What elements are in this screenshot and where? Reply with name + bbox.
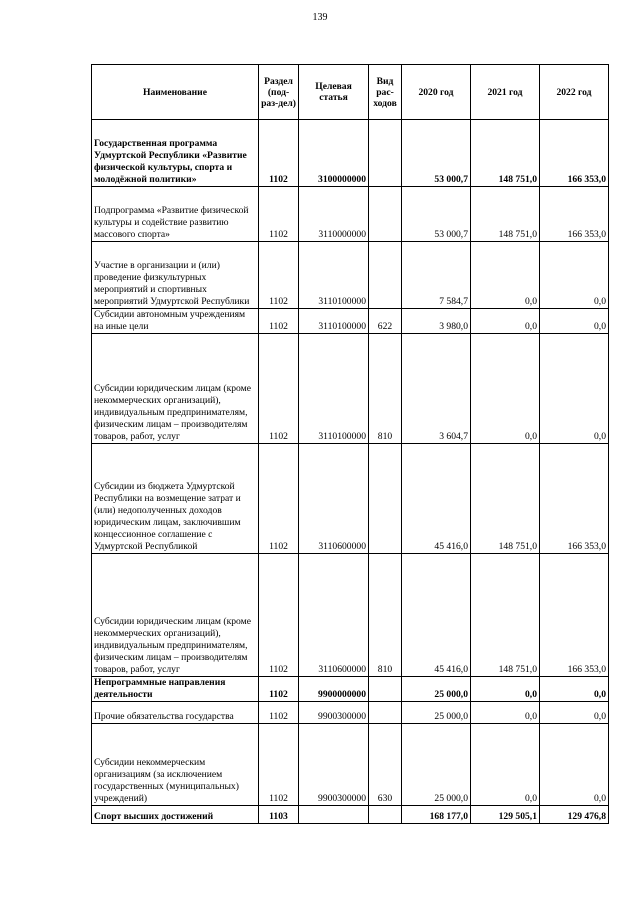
header-name: Наименование xyxy=(92,65,259,120)
cell-section: 1102 xyxy=(259,724,299,806)
cell-name: Субсидии автономным учреждениям на иные цели xyxy=(92,309,259,334)
cell-2022: 166 353,0 xyxy=(540,120,609,187)
cell-type xyxy=(369,120,402,187)
table-row xyxy=(92,187,609,242)
cell-name: Субсидии юридическим лицам (кроме некоммерческих организаций), индивидуальным предпринимателям, физическим лицам – производителям товаров, работ, услуг xyxy=(92,334,259,444)
cell-name: Субсидии некоммерческим организациям (за исключением государственных (муниципальных) учреждений) xyxy=(92,724,259,806)
cell-type: 630 xyxy=(369,724,402,806)
table-row xyxy=(92,120,609,187)
cell-2020: 3 980,0 xyxy=(402,309,471,334)
header-row xyxy=(92,65,609,120)
cell-2022: 0,0 xyxy=(540,702,609,724)
table-row xyxy=(92,724,609,806)
cell-target: 9900000000 xyxy=(299,677,369,702)
cell-section: 1103 xyxy=(259,806,299,824)
cell-2020: 168 177,0 xyxy=(402,806,471,824)
cell-target: 3110000000 xyxy=(299,187,369,242)
table-row xyxy=(92,702,609,724)
cell-2022: 0,0 xyxy=(540,677,609,702)
cell-target xyxy=(299,806,369,824)
cell-2022: 0,0 xyxy=(540,334,609,444)
cell-2020: 53 000,7 xyxy=(402,187,471,242)
table-row xyxy=(92,309,609,334)
header-type: Вид рас-ходов xyxy=(369,65,402,120)
cell-2020: 45 416,0 xyxy=(402,554,471,677)
cell-2021: 0,0 xyxy=(471,334,540,444)
cell-name: Прочие обязательства государства xyxy=(92,702,259,724)
cell-2020: 3 604,7 xyxy=(402,334,471,444)
cell-section: 1102 xyxy=(259,242,299,309)
cell-2021: 148 751,0 xyxy=(471,187,540,242)
cell-2021: 0,0 xyxy=(471,242,540,309)
cell-section: 1102 xyxy=(259,309,299,334)
cell-type xyxy=(369,702,402,724)
cell-2021: 0,0 xyxy=(471,724,540,806)
cell-type xyxy=(369,677,402,702)
cell-type xyxy=(369,806,402,824)
budget-table xyxy=(91,64,609,824)
cell-type: 622 xyxy=(369,309,402,334)
cell-type: 810 xyxy=(369,554,402,677)
cell-2020: 53 000,7 xyxy=(402,120,471,187)
page-number: 139 xyxy=(312,12,328,23)
cell-type xyxy=(369,187,402,242)
cell-target: 3110100000 xyxy=(299,334,369,444)
table-row xyxy=(92,806,609,824)
cell-2022: 0,0 xyxy=(540,309,609,334)
table-row xyxy=(92,554,609,677)
cell-2021: 0,0 xyxy=(471,702,540,724)
table-row xyxy=(92,334,609,444)
cell-2020: 25 000,0 xyxy=(402,677,471,702)
cell-name: Субсидии юридическим лицам (кроме некоммерческих организаций), индивидуальным предпринимателям, физическим лицам – производителям товаров, работ, услуг xyxy=(92,554,259,677)
table-row xyxy=(92,677,609,702)
header-section: Раздел (под-раз-дел) xyxy=(259,65,299,120)
cell-2020: 25 000,0 xyxy=(402,702,471,724)
cell-section: 1102 xyxy=(259,554,299,677)
cell-section: 1102 xyxy=(259,120,299,187)
cell-2021: 129 505,1 xyxy=(471,806,540,824)
cell-type xyxy=(369,444,402,554)
cell-name: Государственная программа Удмуртской Республики «Развитие физической культуры, спорта и молодёжной политики» xyxy=(92,120,259,187)
cell-target: 9900300000 xyxy=(299,724,369,806)
cell-2022: 0,0 xyxy=(540,242,609,309)
cell-section: 1102 xyxy=(259,677,299,702)
cell-section: 1102 xyxy=(259,187,299,242)
cell-target: 3110100000 xyxy=(299,242,369,309)
header-2022: 2022 год xyxy=(540,65,609,120)
cell-2022: 129 476,8 xyxy=(540,806,609,824)
header-target: Целевая статья xyxy=(299,65,369,120)
cell-target: 3110100000 xyxy=(299,309,369,334)
table-row xyxy=(92,444,609,554)
table-row xyxy=(92,242,609,309)
cell-section: 1102 xyxy=(259,702,299,724)
cell-name: Спорт высших достижений xyxy=(92,806,259,824)
cell-2020: 25 000,0 xyxy=(402,724,471,806)
cell-section: 1102 xyxy=(259,444,299,554)
header-2021: 2021 год xyxy=(471,65,540,120)
cell-target: 9900300000 xyxy=(299,702,369,724)
cell-2022: 166 353,0 xyxy=(540,554,609,677)
cell-2021: 0,0 xyxy=(471,677,540,702)
cell-target: 3100000000 xyxy=(299,120,369,187)
header-2020: 2020 год xyxy=(402,65,471,120)
cell-name: Подпрограмма «Развитие физической культуры и содействие развитию массового спорта» xyxy=(92,187,259,242)
cell-name: Субсидии из бюджета Удмуртской Республики на возмещение затрат и (или) недополученных доходов юридическим лицам, заключившим концессионное соглашение с Удмуртской Республикой xyxy=(92,444,259,554)
cell-type xyxy=(369,242,402,309)
cell-2022: 166 353,0 xyxy=(540,187,609,242)
cell-2022: 0,0 xyxy=(540,724,609,806)
cell-2020: 45 416,0 xyxy=(402,444,471,554)
cell-type: 810 xyxy=(369,334,402,444)
cell-target: 3110600000 xyxy=(299,554,369,677)
cell-2022: 166 353,0 xyxy=(540,444,609,554)
cell-2021: 148 751,0 xyxy=(471,444,540,554)
cell-2020: 7 584,7 xyxy=(402,242,471,309)
cell-target: 3110600000 xyxy=(299,444,369,554)
cell-2021: 148 751,0 xyxy=(471,554,540,677)
cell-name: Непрограммные направления деятельности xyxy=(92,677,259,702)
cell-2021: 148 751,0 xyxy=(471,120,540,187)
cell-name: Участие в организации и (или) проведение физкультурных мероприятий и спортивных мероприятий Удмуртской Республики xyxy=(92,242,259,309)
cell-section: 1102 xyxy=(259,334,299,444)
cell-2021: 0,0 xyxy=(471,309,540,334)
